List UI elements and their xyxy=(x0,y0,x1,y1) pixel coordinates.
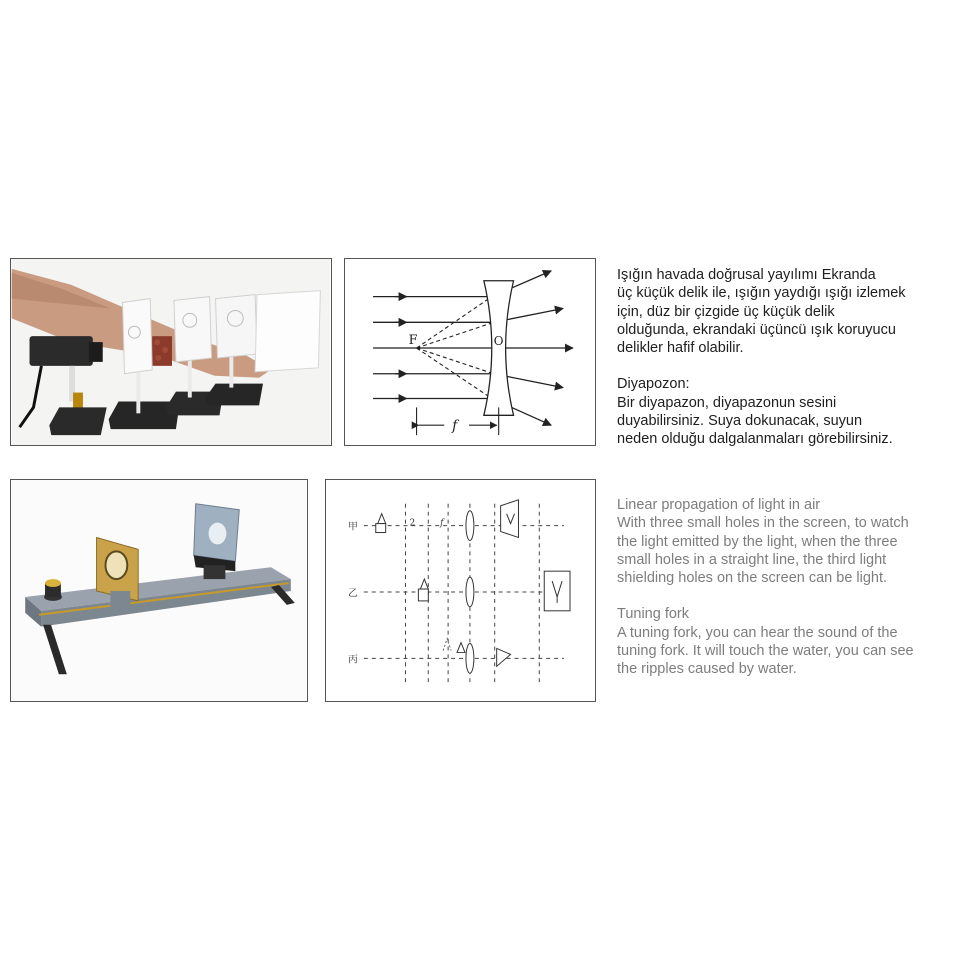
description-turkish xyxy=(617,266,952,449)
tr-section1-line-2: üç küçük delik ile, ışığın yaydığı ışığı izlemek xyxy=(617,285,906,302)
diagram-concave-lens-rays xyxy=(344,258,596,446)
tr-section1-line-3: için, düz bir çizgide üç küçük delik xyxy=(617,303,835,320)
label-focal-length: f xyxy=(452,418,458,435)
tr-section2-line-3: neden olduğu dalgalanmaları görebilirsiniz. xyxy=(617,431,893,448)
tr-section1-line-1: Ekranda xyxy=(821,267,876,283)
photo-screens-illustration xyxy=(11,259,331,445)
diagram-optical-bench-rows xyxy=(325,479,596,702)
en-section2-title: Tuning fork xyxy=(617,606,689,623)
optical-bench-illustration xyxy=(11,480,307,701)
en-section2-line-3: the ripples caused by water. xyxy=(617,661,797,678)
col-label-2: 2 xyxy=(409,518,416,529)
tr-section1 xyxy=(617,266,952,284)
tr-section2-title: Diyapozon: xyxy=(617,376,690,393)
bench-rows-svg xyxy=(326,480,595,701)
tr-section1-line-5: delikler hafif olabilir. xyxy=(617,340,744,357)
lens-ray-svg xyxy=(345,259,595,445)
tr-section2-line-1: Bir diyapazon, diyapazonun sesini xyxy=(617,394,837,411)
photo-optical-bench xyxy=(10,479,308,702)
col-label-f: f xyxy=(440,518,444,529)
row-label-2: 乙 xyxy=(348,587,358,599)
tr-section1-title: Işığın havada doğrusal yayılımı xyxy=(617,267,818,283)
photo-light-propagation-screens xyxy=(10,258,332,446)
en-section1-line-3: small holes in a straight line, the third light xyxy=(617,551,887,568)
en-section1-line-1: With three small holes in the screen, to watch xyxy=(617,515,909,532)
en-section2-line-1: A tuning fork, you can hear the sound of the xyxy=(617,624,898,641)
label-center: O xyxy=(493,334,504,349)
tr-section1-line-4: olduğunda, ekrandaki üçüncü ışık koruyucu xyxy=(617,321,896,338)
en-section2-line-2: tuning fork. It will touch the water, you can see xyxy=(617,643,914,660)
en-section1-line-2: the light emitted by the light, when the three xyxy=(617,533,898,550)
description-english xyxy=(617,496,957,679)
label-focus: F xyxy=(408,333,418,349)
tr-section2-line-2: duyabilirsiniz. Suya dokunacak, suyun xyxy=(617,413,863,430)
row-label-1: 甲 xyxy=(348,521,358,533)
en-section1-title: Linear propagation of light in air xyxy=(617,497,821,513)
row-label-3: 丙 xyxy=(348,654,358,666)
en-section1-line-4: shielding holes on the screen can be light. xyxy=(617,570,888,587)
